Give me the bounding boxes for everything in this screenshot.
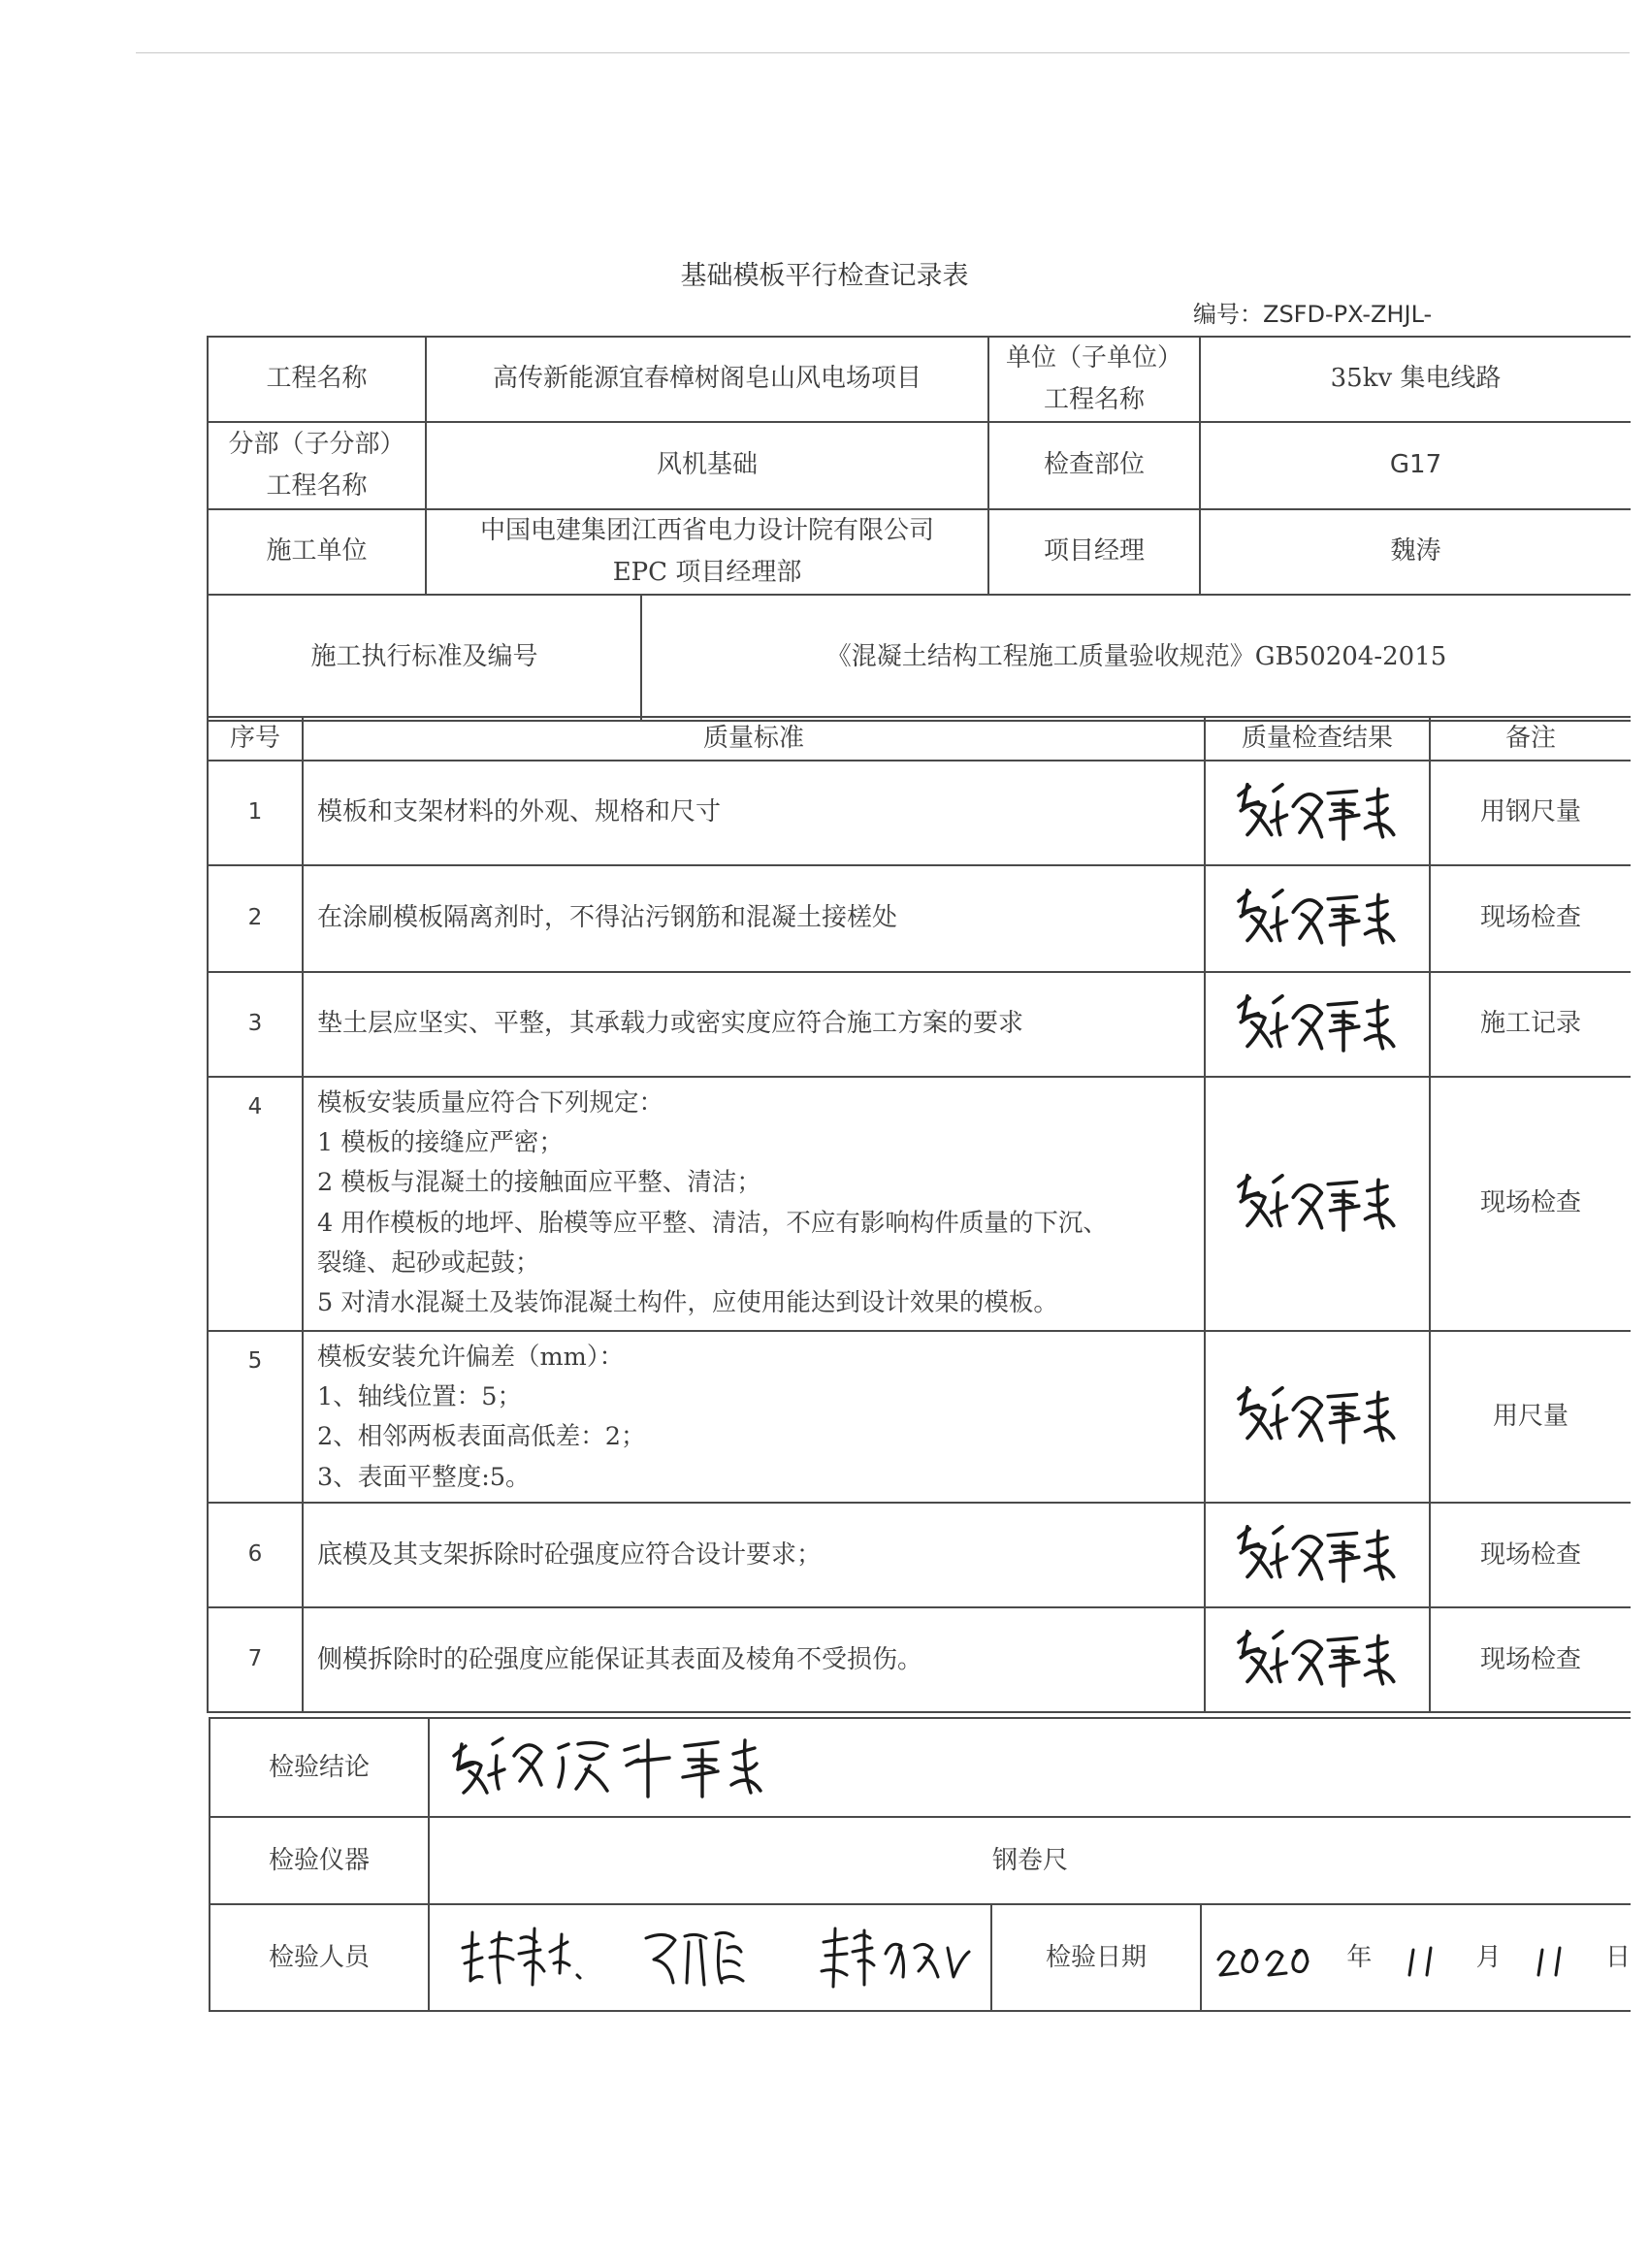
code-label: 编号： (1193, 301, 1263, 328)
remark-line: 用钢尺量 (1479, 797, 1581, 827)
row-seq: 7 (208, 1607, 303, 1712)
standard-line: 模板安装质量应符合下列规定： (317, 1087, 664, 1118)
row-standard (303, 1077, 1205, 1331)
code-value: ZSFD-PX-ZHJL- (1263, 301, 1433, 328)
row-remark (1430, 972, 1631, 1077)
standard-line: 裂缝、起砂或起鼓； (317, 1248, 540, 1279)
page-top-rule (136, 52, 1630, 53)
division-name-value: 风机基础 (426, 422, 988, 509)
table-row (208, 1331, 1631, 1503)
document-code (1193, 295, 1432, 329)
remark-line: 施工记录 (1479, 1009, 1581, 1039)
standard-line: 2、相邻两板表面高低差：2； (317, 1422, 646, 1452)
result-signature (1230, 1381, 1405, 1451)
standard-line: 底模及其支架拆除时砼强度应符合设计要求； (317, 1539, 823, 1570)
date-year-handwritten (1212, 1930, 1319, 1985)
date-month-handwritten (1400, 1930, 1448, 1985)
quality-header-row (208, 717, 1631, 761)
row-result (1205, 1607, 1430, 1712)
standard-line: 模板和支架材料的外观、规格和尺寸 (317, 797, 722, 827)
row-remark (1430, 1077, 1631, 1331)
remark-line: 现场检查 (1479, 1644, 1581, 1674)
standard-line: 5 对清水混凝土及装饰混凝土构件，应使用能达到设计效果的模板。 (317, 1288, 1058, 1318)
remark-line: 现场检查 (1479, 903, 1581, 933)
conclusion-row (210, 1718, 1631, 1817)
row-standard (303, 761, 1205, 865)
row-seq: 4 (208, 1077, 303, 1331)
instrument-label: 检验仪器 (210, 1817, 429, 1904)
row-seq: 5 (208, 1331, 303, 1503)
row-remark (1430, 1607, 1631, 1712)
standard-line: 1、轴线位置：5； (317, 1382, 522, 1412)
date-month-unit: 月 (1475, 1942, 1502, 1972)
instrument-value: 钢卷尺 (429, 1817, 1631, 1904)
result-signature (1230, 1169, 1405, 1239)
project-info-table (207, 336, 1631, 722)
result-signature (1230, 989, 1405, 1059)
result-signature (1230, 884, 1405, 954)
unit-name-label (988, 337, 1200, 422)
row-result (1205, 865, 1430, 972)
unit-name-value: 35kv 集电线路 (1200, 337, 1631, 422)
inspector-signature (632, 1909, 778, 2006)
table-row (208, 1077, 1631, 1331)
contractor-line-2: EPC 项目经理部 (612, 557, 802, 587)
row-result (1205, 1503, 1430, 1607)
project-row (208, 337, 1631, 422)
division-row (208, 422, 1631, 509)
date-label: 检验日期 (991, 1904, 1201, 2011)
row-seq: 2 (208, 865, 303, 972)
contractor-value (426, 509, 988, 595)
table-row (208, 972, 1631, 1077)
row-standard (303, 865, 1205, 972)
project-manager-label: 项目经理 (988, 509, 1200, 595)
row-seq: 3 (208, 972, 303, 1077)
inspector-signature (453, 1909, 598, 2006)
result-signature (1230, 1625, 1405, 1695)
row-result (1205, 972, 1430, 1077)
date-day-unit: 日 (1604, 1942, 1631, 1972)
standard-line: 模板安装允许偏差（mm）： (317, 1342, 625, 1372)
remark-line: 现场检查 (1479, 1539, 1581, 1570)
col-header-standard: 质量标准 (303, 717, 1205, 761)
date-day-handwritten (1529, 1930, 1577, 1985)
result-signature (1230, 778, 1405, 848)
standard-line: 4 用作模板的地坪、胎模等应平整、清洁，不应有影响构件质量的下沉、 (317, 1208, 1108, 1238)
inspect-location-label: 检查部位 (988, 422, 1200, 509)
row-result (1205, 1331, 1430, 1503)
standard-value: 《混凝土结构工程施工质量验收规范》GB50204-2015 (641, 595, 1631, 721)
row-standard (303, 1503, 1205, 1607)
document-title: 基础模板平行检查记录表 (680, 261, 969, 291)
project-name-label: 工程名称 (208, 337, 426, 422)
instrument-row (210, 1817, 1631, 1904)
standard-line: 在涂刷模板隔离剂时，不得沾污钢筋和混凝土接槎处 (317, 903, 898, 933)
date-value (1201, 1904, 1631, 2011)
conclusion-value (429, 1718, 1631, 1817)
row-standard (303, 972, 1205, 1077)
inspection-footer-table (209, 1717, 1631, 2012)
row-seq: 6 (208, 1503, 303, 1607)
contractor-line-1: 中国电建集团江西省电力设计院有限公司 (480, 515, 935, 545)
date-year-unit: 年 (1346, 1942, 1373, 1972)
standard-line: 1 模板的接缝应严密； (317, 1128, 564, 1158)
col-header-result: 质量检查结果 (1205, 717, 1430, 761)
conclusion-label: 检验结论 (210, 1718, 429, 1817)
row-result (1205, 761, 1430, 865)
standard-line: 2 模板与混凝土的接触面应平整、清洁； (317, 1168, 761, 1198)
col-header-seq: 序号 (208, 717, 303, 761)
unit-label-line-2: 工程名称 (1044, 384, 1146, 414)
table-row (208, 865, 1631, 972)
conclusion-signature (444, 1727, 949, 1808)
standard-label: 施工执行标准及编号 (208, 595, 641, 721)
result-signature (1230, 1520, 1405, 1590)
table-row (208, 1503, 1631, 1607)
row-remark (1430, 1331, 1631, 1503)
row-remark (1430, 865, 1631, 972)
division-label-line-2: 工程名称 (266, 470, 368, 501)
col-header-remark: 备注 (1430, 717, 1631, 761)
remark-line: 用尺量 (1492, 1402, 1568, 1432)
standard-line: 3、表面平整度:5。 (317, 1462, 531, 1492)
standard-line: 垫土层应坚实、平整，其承载力或密实度应符合施工方案的要求 (317, 1009, 1024, 1039)
inspector-label: 检验人员 (210, 1904, 429, 2011)
remark-line: 现场检查 (1479, 1188, 1581, 1218)
inspector-signatures (429, 1904, 991, 2011)
row-seq: 1 (208, 761, 303, 865)
row-remark (1430, 761, 1631, 865)
row-standard (303, 1607, 1205, 1712)
inspector-row (210, 1904, 1631, 2011)
standard-row (208, 595, 1631, 721)
unit-label-line-1: 单位（子单位） (1006, 343, 1183, 373)
table-row (208, 761, 1631, 865)
table-row (208, 1607, 1631, 1712)
inspector-signature (812, 1909, 977, 2006)
standard-line: 侧模拆除时的砼强度应能保证其表面及棱角不受损伤。 (317, 1644, 923, 1674)
project-name-value: 高传新能源宜春樟树阁皂山风电场项目 (426, 337, 988, 422)
row-standard (303, 1331, 1205, 1503)
division-label-line-1: 分部（子分部） (228, 429, 405, 459)
contractor-row (208, 509, 1631, 595)
inspect-location-value: G17 (1200, 422, 1631, 509)
contractor-label: 施工单位 (208, 509, 426, 595)
quality-check-table (207, 716, 1631, 1713)
project-manager-value: 魏涛 (1200, 509, 1631, 595)
row-remark (1430, 1503, 1631, 1607)
row-result (1205, 1077, 1430, 1331)
division-name-label (208, 422, 426, 509)
